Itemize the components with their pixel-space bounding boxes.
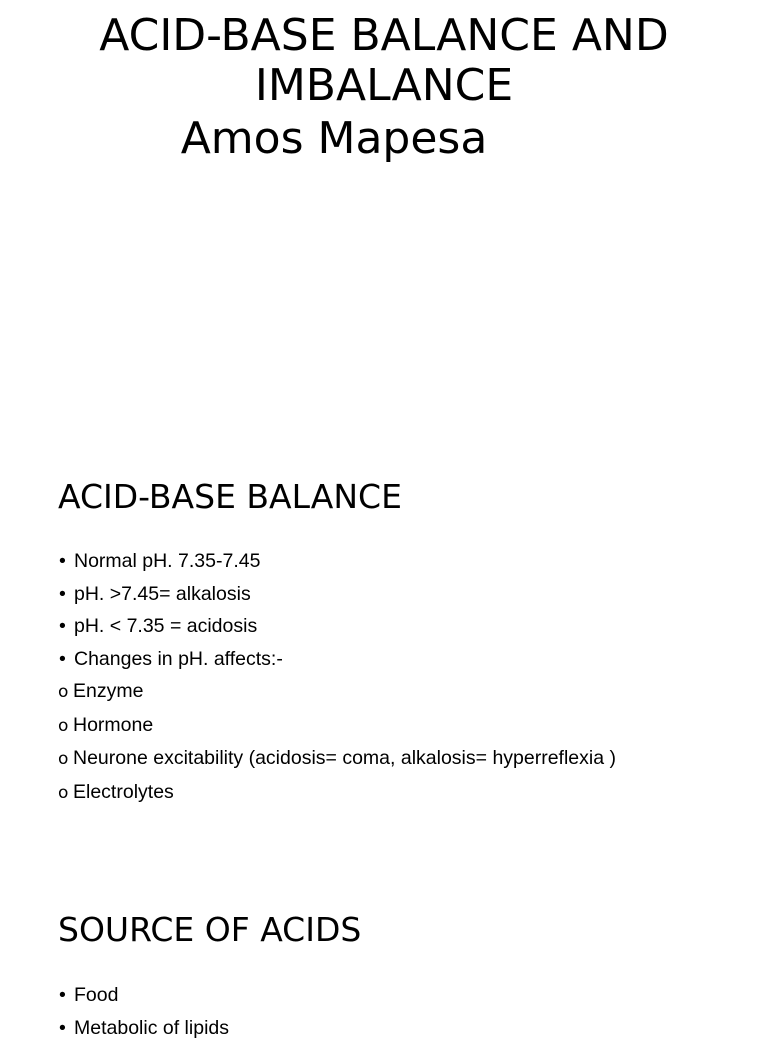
- acid-base-balance-list: [58, 545, 616, 809]
- list-item: [58, 675, 616, 709]
- author-name: Amos Mapesa: [0, 114, 668, 164]
- list-item: [58, 979, 229, 1012]
- acid-base-balance-heading: ACID-BASE BALANCE: [58, 477, 402, 517]
- list-item: [58, 610, 616, 643]
- list-item: [58, 776, 616, 810]
- bullet-dot-icon: •: [58, 979, 74, 1012]
- bullet-circle-icon: o: [58, 676, 73, 709]
- list-item-text: Normal pH. 7.35-7.45: [74, 545, 260, 578]
- list-item-text: Metabolic of lipids: [74, 1012, 229, 1044]
- list-item: [58, 545, 616, 578]
- bullet-dot-icon: •: [58, 1012, 74, 1044]
- list-item-text: pH. >7.45= alkalosis: [74, 578, 251, 611]
- list-item-text: Enzyme: [73, 675, 143, 708]
- bullet-dot-icon: •: [58, 610, 74, 643]
- list-item-text: Neurone excitability (acidosis= coma, alkalosis= hyperreflexia ): [73, 742, 616, 775]
- bullet-dot-icon: •: [58, 578, 74, 611]
- title-line-2: IMBALANCE: [0, 61, 768, 111]
- source-of-acids-list: [58, 979, 229, 1044]
- title-line-1: ACID-BASE BALANCE AND: [0, 11, 768, 61]
- source-of-acids-heading: SOURCE OF ACIDS: [58, 910, 361, 950]
- bullet-dot-icon: •: [58, 545, 74, 578]
- list-item: [58, 742, 616, 776]
- list-item-text: Electrolytes: [73, 776, 174, 809]
- list-item: [58, 578, 616, 611]
- list-item: [58, 643, 616, 676]
- list-item-text: Hormone: [73, 709, 153, 742]
- list-item-text: pH. < 7.35 = acidosis: [74, 610, 257, 643]
- bullet-circle-icon: o: [58, 743, 73, 776]
- bullet-circle-icon: o: [58, 710, 73, 743]
- bullet-dot-icon: •: [58, 643, 74, 676]
- bullet-circle-icon: o: [58, 777, 73, 810]
- list-item: [58, 709, 616, 743]
- list-item-text: Changes in pH. affects:-: [74, 643, 283, 676]
- list-item: [58, 1012, 229, 1044]
- list-item-text: Food: [74, 979, 118, 1012]
